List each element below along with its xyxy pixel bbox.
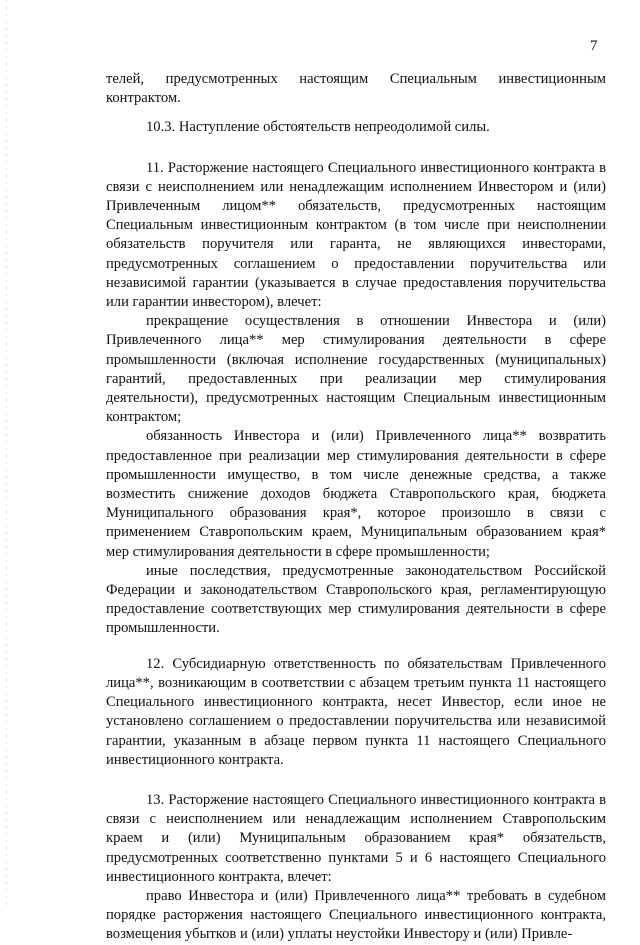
paragraph-11: 11. Расторжение настоящего Специального инвестиционного контракта в связи с неисполнением или ненадлежащим исполнением Инвестором и (или) Привлеченным лицом** обязательств, предусмотренных настоящим Специальным инвестиционным контрактом (в том числе при неисполнении обязательств поручителя или гаранта, не являющихся инвесторами, предусмотренных соглашением о предоставлении поручительства или независимой гарантии (указывается в случае предоставления поручительства или гарантии инвестором), влечет: xyxy=(106,159,606,311)
document-body xyxy=(106,70,606,945)
paragraph-10-3: 10.3. Наступление обстоятельств непреодолимой силы. xyxy=(146,119,490,136)
paragraph-12: 12. Субсидиарную ответственность по обязательствам Привлеченного лица**, возникающим в соответствии с абзацем третьим пункта 11 настоящего Специального инвестиционного контракта, несет Инвестор, если иное не установлено соглашением о предоставлении поручительства или независимой гарантии, указанным в абзаце первом пункта 11 настоящего Специального инвестиционного контракта. xyxy=(106,655,606,768)
paragraph-11-item-2: обязанность Инвестора и (или) Привлеченного лица** возвратить предоставленное при реализации мер стимулирования деятельности в сфере промышленности имущество, в том числе денежные средства, а также возместить снижение доходов бюджета Ставропольского края, бюджета Муниципального образования края*, которое произошло в связи с применением Ставропольским краем, Муниципальным образованием края* мер стимулирования деятельности в сфере промышленности; xyxy=(106,428,606,560)
paragraph-11-item-3: иные последствия, предусмотренные законодательством Российской Федерации и законодательством Ставропольского края, регламентирующую предоставление соответствующих мер стимулирования деятельности в сфере промышленности. xyxy=(106,562,606,637)
paragraph-13-item-1: право Инвестора и (или) Привлеченного лица** требовать в судебном порядке расторжения настоящего Специального инвестиционного контракта, возмещения убытков и (или) уплаты неустойки Инвестору и (или) Привле- xyxy=(106,887,606,943)
paragraph-continuation: телей, предусмотренных настоящим Специальным инвестиционным контрактом. xyxy=(106,71,606,107)
page-number: 7 xyxy=(590,38,598,54)
paragraph-11-item-1: прекращение осуществления в отношении Инвестора и (или) Привлеченного лица** мер стимулирования деятельности в сфере промышленности (включая исполнение государственных (муниципальных) гарантий, предоставленных при реализации мер стимулирования деятельности), предусмотренных настоящим Специальным инвестиционным контрактом; xyxy=(106,313,606,426)
scan-edge-line xyxy=(6,0,7,905)
paragraph-13: 13. Расторжение настоящего Специального инвестиционного контракта в связи с неисполнением или ненадлежащим исполнением Ставропольским краем и (или) Муниципальным образованием края* обязательств, предусмотренных соответственно пунктами 5 и 6 настоящего Специального инвестиционного контракта, влечет: xyxy=(106,791,606,885)
